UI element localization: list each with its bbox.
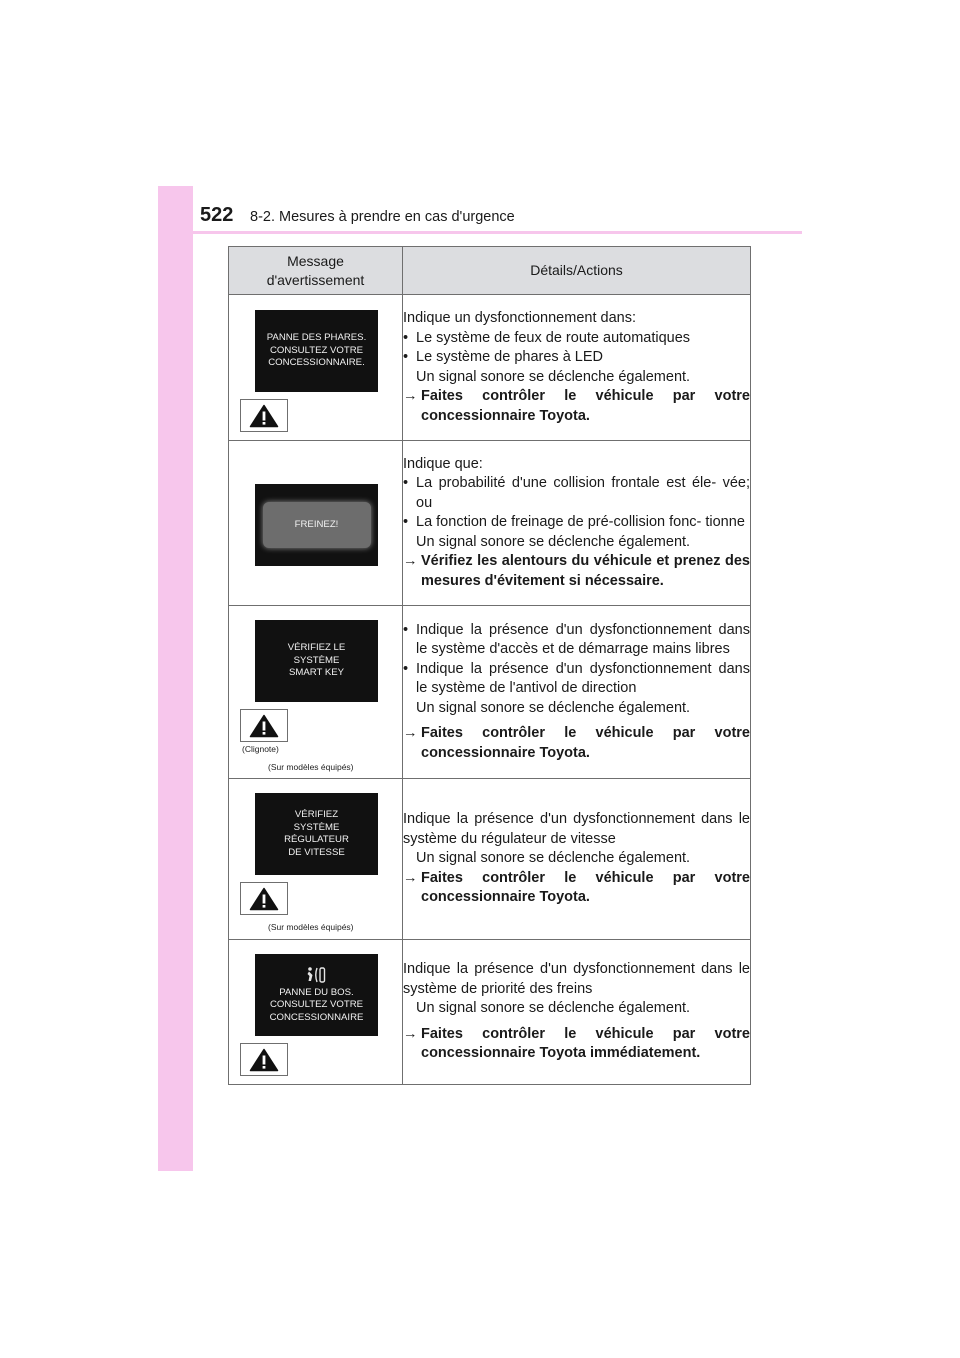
display-screen (255, 954, 378, 1036)
message-cell (229, 779, 403, 940)
page-number: 522 (200, 204, 234, 226)
display-highlight (263, 502, 371, 548)
bullet: • (403, 621, 409, 638)
list-item (403, 474, 750, 513)
list-item-text: Indique la présence d'un dysfonctionnement dans le système de l'antivol de direction (416, 660, 750, 697)
display-line: SMART KEY (288, 667, 345, 679)
message-cell (229, 606, 403, 779)
header-details: Détails/Actions (403, 247, 751, 295)
display-line: DE VITESSE (288, 846, 345, 858)
warning-triangle-icon (249, 1048, 279, 1072)
warning-triangle-icon (249, 714, 279, 738)
message-cell (229, 295, 403, 441)
sound-note: Un signal sonore se déclenche également. (416, 533, 691, 550)
display-line: RÉGULATEUR (284, 834, 349, 845)
header-message-line1: Message (287, 252, 344, 269)
list-item-text: La probabilité d'une collision frontale est éle- vée; ou (416, 475, 750, 511)
bullet: • (403, 329, 409, 346)
display-screen (255, 484, 378, 566)
display-line: CONCESSIONNAIRE (269, 1011, 364, 1023)
display-screen (255, 310, 378, 392)
section-title: 8-2. Mesures à prendre en cas d'urgence (250, 209, 515, 225)
table-row (229, 940, 751, 1085)
bullet: • (403, 475, 409, 492)
display-screen (255, 620, 378, 702)
bullet: • (403, 349, 409, 365)
table-header-row (229, 247, 751, 295)
list-item-text: Le système de phares à LED (416, 349, 603, 365)
details-cell (403, 606, 751, 779)
display-line: PANNE DES PHARES. (266, 332, 367, 344)
arrow-icon: → (403, 1025, 418, 1042)
action-text: Faites contrôler le véhicule par votre concessionnaire Toyota. (421, 388, 750, 424)
arrow-icon: → (403, 725, 418, 742)
sound-note: Un signal sonore se déclenche également. (416, 699, 691, 716)
details-intro: Indique la présence d'un dysfonctionnement dans le système de priorité des freins (403, 961, 750, 997)
list-item (403, 329, 750, 349)
table-row (229, 295, 751, 441)
arrow-icon: → (403, 869, 418, 886)
list-item (403, 621, 750, 660)
display-line: CONSULTEZ VOTRE (269, 344, 364, 356)
warning-indicator (240, 399, 288, 432)
models-note: (Sur modèles équipés) (268, 922, 354, 932)
list-item-text: La fonction de freinage de pré-collision fonc- tionne (416, 514, 745, 531)
warning-indicator (240, 709, 288, 742)
display-line: VÉRIFIEZ LE (287, 642, 346, 654)
sound-note: Un signal sonore se déclenche également. (416, 850, 691, 867)
details-intro: Indique que: (403, 455, 483, 472)
details-cell (403, 940, 751, 1085)
warning-triangle-icon (249, 887, 279, 911)
details-intro: Indique la présence d'un dysfonctionnement dans le système du régulateur de vitesse (403, 811, 750, 847)
sound-note: Un signal sonore se déclenche également. (416, 368, 691, 385)
arrow-icon: → (403, 553, 418, 570)
display-line: SYSTÈME (293, 654, 340, 666)
action (403, 869, 750, 908)
display-line: SYSTÈME (293, 821, 340, 833)
table-row (229, 606, 751, 779)
display-line: PANNE DU BOS. (279, 986, 354, 998)
header-message (229, 247, 403, 295)
message-cell (229, 441, 403, 606)
action-text: Vérifiez les alentours du véhicule et prenez des mesures d'évitement si nécessaire. (421, 553, 750, 589)
warning-triangle-icon (249, 404, 279, 428)
sound-note: Un signal sonore se déclenche également. (416, 1000, 691, 1017)
table-row (229, 779, 751, 940)
message-cell (229, 940, 403, 1085)
action-text: Faites contrôler le véhicule par votre concessionnaire Toyota immédiatement. (421, 1025, 750, 1062)
display-line: CONCESSIONNAIRE. (268, 357, 365, 369)
details-intro: Indique un dysfonctionnement dans: (403, 310, 636, 326)
display-line: FREINEZ! (294, 518, 339, 530)
warning-indicator (240, 1043, 288, 1076)
list-item-text: Le système de feux de route automatiques (416, 329, 691, 346)
side-band (158, 186, 193, 1171)
bullet: • (403, 514, 409, 531)
action (403, 724, 750, 763)
action (403, 552, 750, 591)
details-cell (403, 779, 751, 940)
blink-note: (Clignote) (242, 744, 279, 754)
header-rule (158, 231, 802, 234)
warning-indicator (240, 882, 288, 915)
action-text: Faites contrôler le véhicule par votre concessionnaire Toyota. (421, 869, 750, 906)
action (403, 387, 750, 426)
list-item (403, 513, 750, 533)
action-text: Faites contrôler le véhicule par votre concessionnaire Toyota. (421, 725, 750, 761)
details-cell (403, 295, 751, 441)
display-line: VÉRIFIEZ (294, 809, 339, 820)
brake-override-icon (305, 966, 327, 984)
details-cell (403, 441, 751, 606)
table-row (229, 441, 751, 606)
warning-messages-table (228, 246, 751, 1085)
models-note: (Sur modèles équipés) (268, 762, 354, 772)
list-item (403, 660, 750, 699)
header-message-line2: d'avertissement (266, 271, 365, 288)
list-item-text: Indique la présence d'un dysfonctionnement dans le système d'accès et de démarrage mains libres (416, 621, 750, 658)
arrow-icon: → (403, 388, 418, 404)
display-screen (255, 793, 378, 875)
display-line: CONSULTEZ VOTRE (269, 999, 364, 1011)
list-item (403, 348, 750, 368)
bullet: • (403, 660, 409, 677)
action (403, 1025, 750, 1064)
